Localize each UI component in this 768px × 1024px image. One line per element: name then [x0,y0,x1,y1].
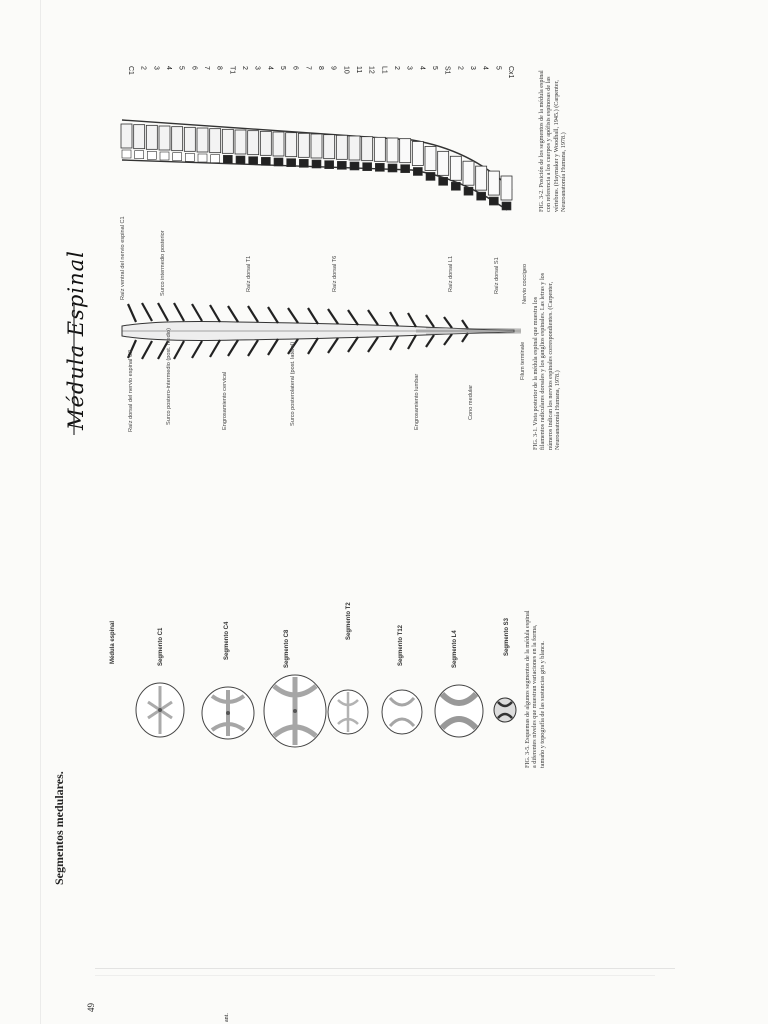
vertebra-body [488,171,499,195]
label-raiz-dorsal-s1: Raíz dorsal S1 [494,257,500,294]
vertebra-body [476,166,487,190]
handwritten-title: Médula Espinal [64,250,88,430]
cord-segment [439,177,448,185]
cross-section-c4 [200,684,256,742]
cord-segment [122,150,131,158]
cord-segment [223,155,232,163]
cord-segment [464,187,473,195]
vertebra-body [450,156,461,180]
segment-number-label: 3 [405,66,413,70]
segment-number-label: 4 [165,66,172,70]
cord-segment [388,164,397,172]
vertebra-body [362,137,373,161]
cross-section-t12 [380,686,426,738]
segment-number-label: 12 [367,66,375,74]
segment-label: Segmento T12 [398,624,404,666]
segment-number-label: 3 [152,66,160,70]
segment-number-label: 2 [393,66,400,70]
segment-number-label: 11 [355,66,362,74]
vertebra-body [387,138,398,162]
segment-number-label: 10 [342,66,350,74]
vertebra-body [197,128,208,152]
vertebra-body [121,124,132,148]
vertebra-body [260,131,271,155]
vertebra-body [286,133,297,157]
cord-segment [451,182,460,190]
label-cono-medular: Cono medular [468,384,474,420]
cord-segment [274,158,283,166]
label-surco-postero-intermedio: Surco postero-intermedio (post. medio) [166,327,172,425]
label-raiz-dorsal-t6: Raíz dorsal T6 [332,255,338,292]
segment-number-label: S1 [443,66,451,75]
segment-number-label: 7 [203,66,210,70]
vertebra-body [324,135,335,159]
segment-number-label: 7 [304,66,312,70]
segment-number-label: T1 [228,66,236,75]
segment-number-label: 5 [494,66,502,70]
cord-segment [185,153,194,161]
cross-section-s3 [492,696,518,724]
vertebra-body [336,135,347,159]
vertebra-body [311,134,322,158]
vertebra-body [222,129,233,153]
cord-segment [325,161,334,169]
label-engrosamiento-lumbar: Engrosamiento lumbar [414,373,420,430]
vertebra-body [172,127,183,151]
cord-segment [375,163,384,171]
segment-number-label: 4 [266,66,274,70]
label-raiz-dorsal-l1: Raíz dorsal L1 [448,255,454,292]
cord-segment [477,192,486,200]
vertebra-body [349,136,360,160]
vertebra-body [463,161,474,185]
cord-segment [312,160,321,168]
handwritten-underline [52,300,80,440]
vertebra-body [374,137,385,161]
segment-number-label: 9 [329,66,337,70]
cord-segment [426,172,435,180]
cord-segment [350,162,359,170]
segment-number-label: 6 [291,66,299,70]
vertebra-body [273,132,284,156]
cord-segment [236,156,245,164]
cord-segment [198,154,207,162]
segment-number-label: 8 [215,66,223,70]
spinal-cord-drawing [116,300,526,360]
segment-number-label: 2 [139,66,147,70]
page-number: 49 [86,1003,96,1012]
segments-header: Médula espinal [110,620,116,664]
cord-segment [401,165,410,173]
cross-section-c8 [262,672,328,750]
segment-number-label: 6 [190,66,198,70]
segment-number-label: 4 [418,66,426,70]
segment-number-label: C1 [127,66,134,75]
label-raiz-ventral-c1: Raíz ventral del nervio espinal C1 [120,216,126,300]
cross-section-l4 [432,682,488,740]
vertebra-body [184,127,195,151]
vertebra-body [134,125,145,149]
cross-section-c1 [134,680,188,740]
segment-number-label: 2 [456,66,464,70]
segment-number-label: 3 [469,66,476,70]
segment-label: Segmento C1 [158,627,164,666]
cord-segment [147,151,156,159]
vertebra-body [501,176,512,200]
label-engrosamiento-cervical: Engrosamiento cervical [222,371,228,430]
cord-segment [413,167,422,175]
caption-fig-3-1: FIG. 3-1. Vista posterior de la médula espinal que muestra los filamentos radiculares dorsales y los ganglios espinales. Las letras y los números indican los nervios espinales correspondientes. (Carpenter, Neuroanatomía Humana, 1978.) [532,272,562,450]
cord-segment [287,159,296,167]
segment-number-label: 2 [241,66,248,70]
segment-number-label: 5 [431,66,438,70]
vertebra-body [248,131,259,155]
label-surco-posterolateral: Surco posterolateral (post. lateral) [290,341,296,426]
cord-segment [299,159,308,167]
segment-label: Segmento C4 [224,621,230,660]
label-filum-terminale: Filum terminale [520,341,526,380]
segment-label: Segmento T2 [346,602,352,640]
label-nervio-coccigeo: Nervio coccígeo [522,263,528,304]
segment-number-label: L1 [380,66,388,74]
scan-line-2 [95,975,655,976]
segment-number-label: 5 [279,66,286,70]
cord-segment [160,152,169,160]
vertebra-body [298,133,309,157]
segment-label: Segmento L4 [452,630,458,668]
label-raiz-dorsal-t1: Raíz dorsal T1 [246,255,252,292]
cord-segment [173,153,182,161]
margin-fragment: ant. [224,1013,230,1022]
label-surco-intermedio-posterior: Surco intermedio posterior [160,230,166,296]
cord-segment [502,202,511,210]
cord-segment [337,161,346,169]
cord-segment [135,151,144,159]
scan-line [95,968,675,969]
cord-segment [261,157,270,165]
segment-number-label: 3 [253,66,261,70]
label-raiz-dorsal-c2: Raíz dorsal del nervio espinal C2 [128,349,134,432]
vertebra-body [235,130,246,154]
cord-segment [489,197,498,205]
section-title: Segmentos medulares. [52,771,66,885]
fold-line [40,0,41,1024]
segment-label: Segmento S3 [504,617,510,656]
cord-segment [363,163,372,171]
segment-number-label: 4 [481,66,489,70]
segment-number-label: Cx1 [507,66,514,79]
vertebra-body [400,139,411,163]
vertebra-body [159,126,170,150]
segment-number-label: 5 [177,66,185,70]
vertebra-body [210,129,221,153]
vertebra-body [412,141,423,165]
vertebra-body [438,151,449,175]
vertebral-column-drawing [112,60,532,220]
segment-label: Segmento C8 [284,629,290,668]
vertebra-body [425,146,436,170]
caption-fig-3-5: FIG. 3-5. Esquemas de algunos segmentos de la médula espinal a diferentes niveles que muestran variaciones en la forma, tamaño y topografía de las sustancias gris y blanca. [524,610,546,768]
cord-segment [249,157,258,165]
cross-section-t2 [326,686,372,738]
segment-number-label: 8 [317,66,324,70]
caption-fig-3-2: FIG. 3-2. Posición de los segmentos de la médula espinal con referencia a los cuerpos y apófisis espinosas de las vértebras. (Haymaker y Woodhall, 1945.) (Carpenter, Neuroanatomía Humana, 1978.) [538,70,568,212]
vertebra-body [146,125,157,149]
cord-segment [211,155,220,163]
